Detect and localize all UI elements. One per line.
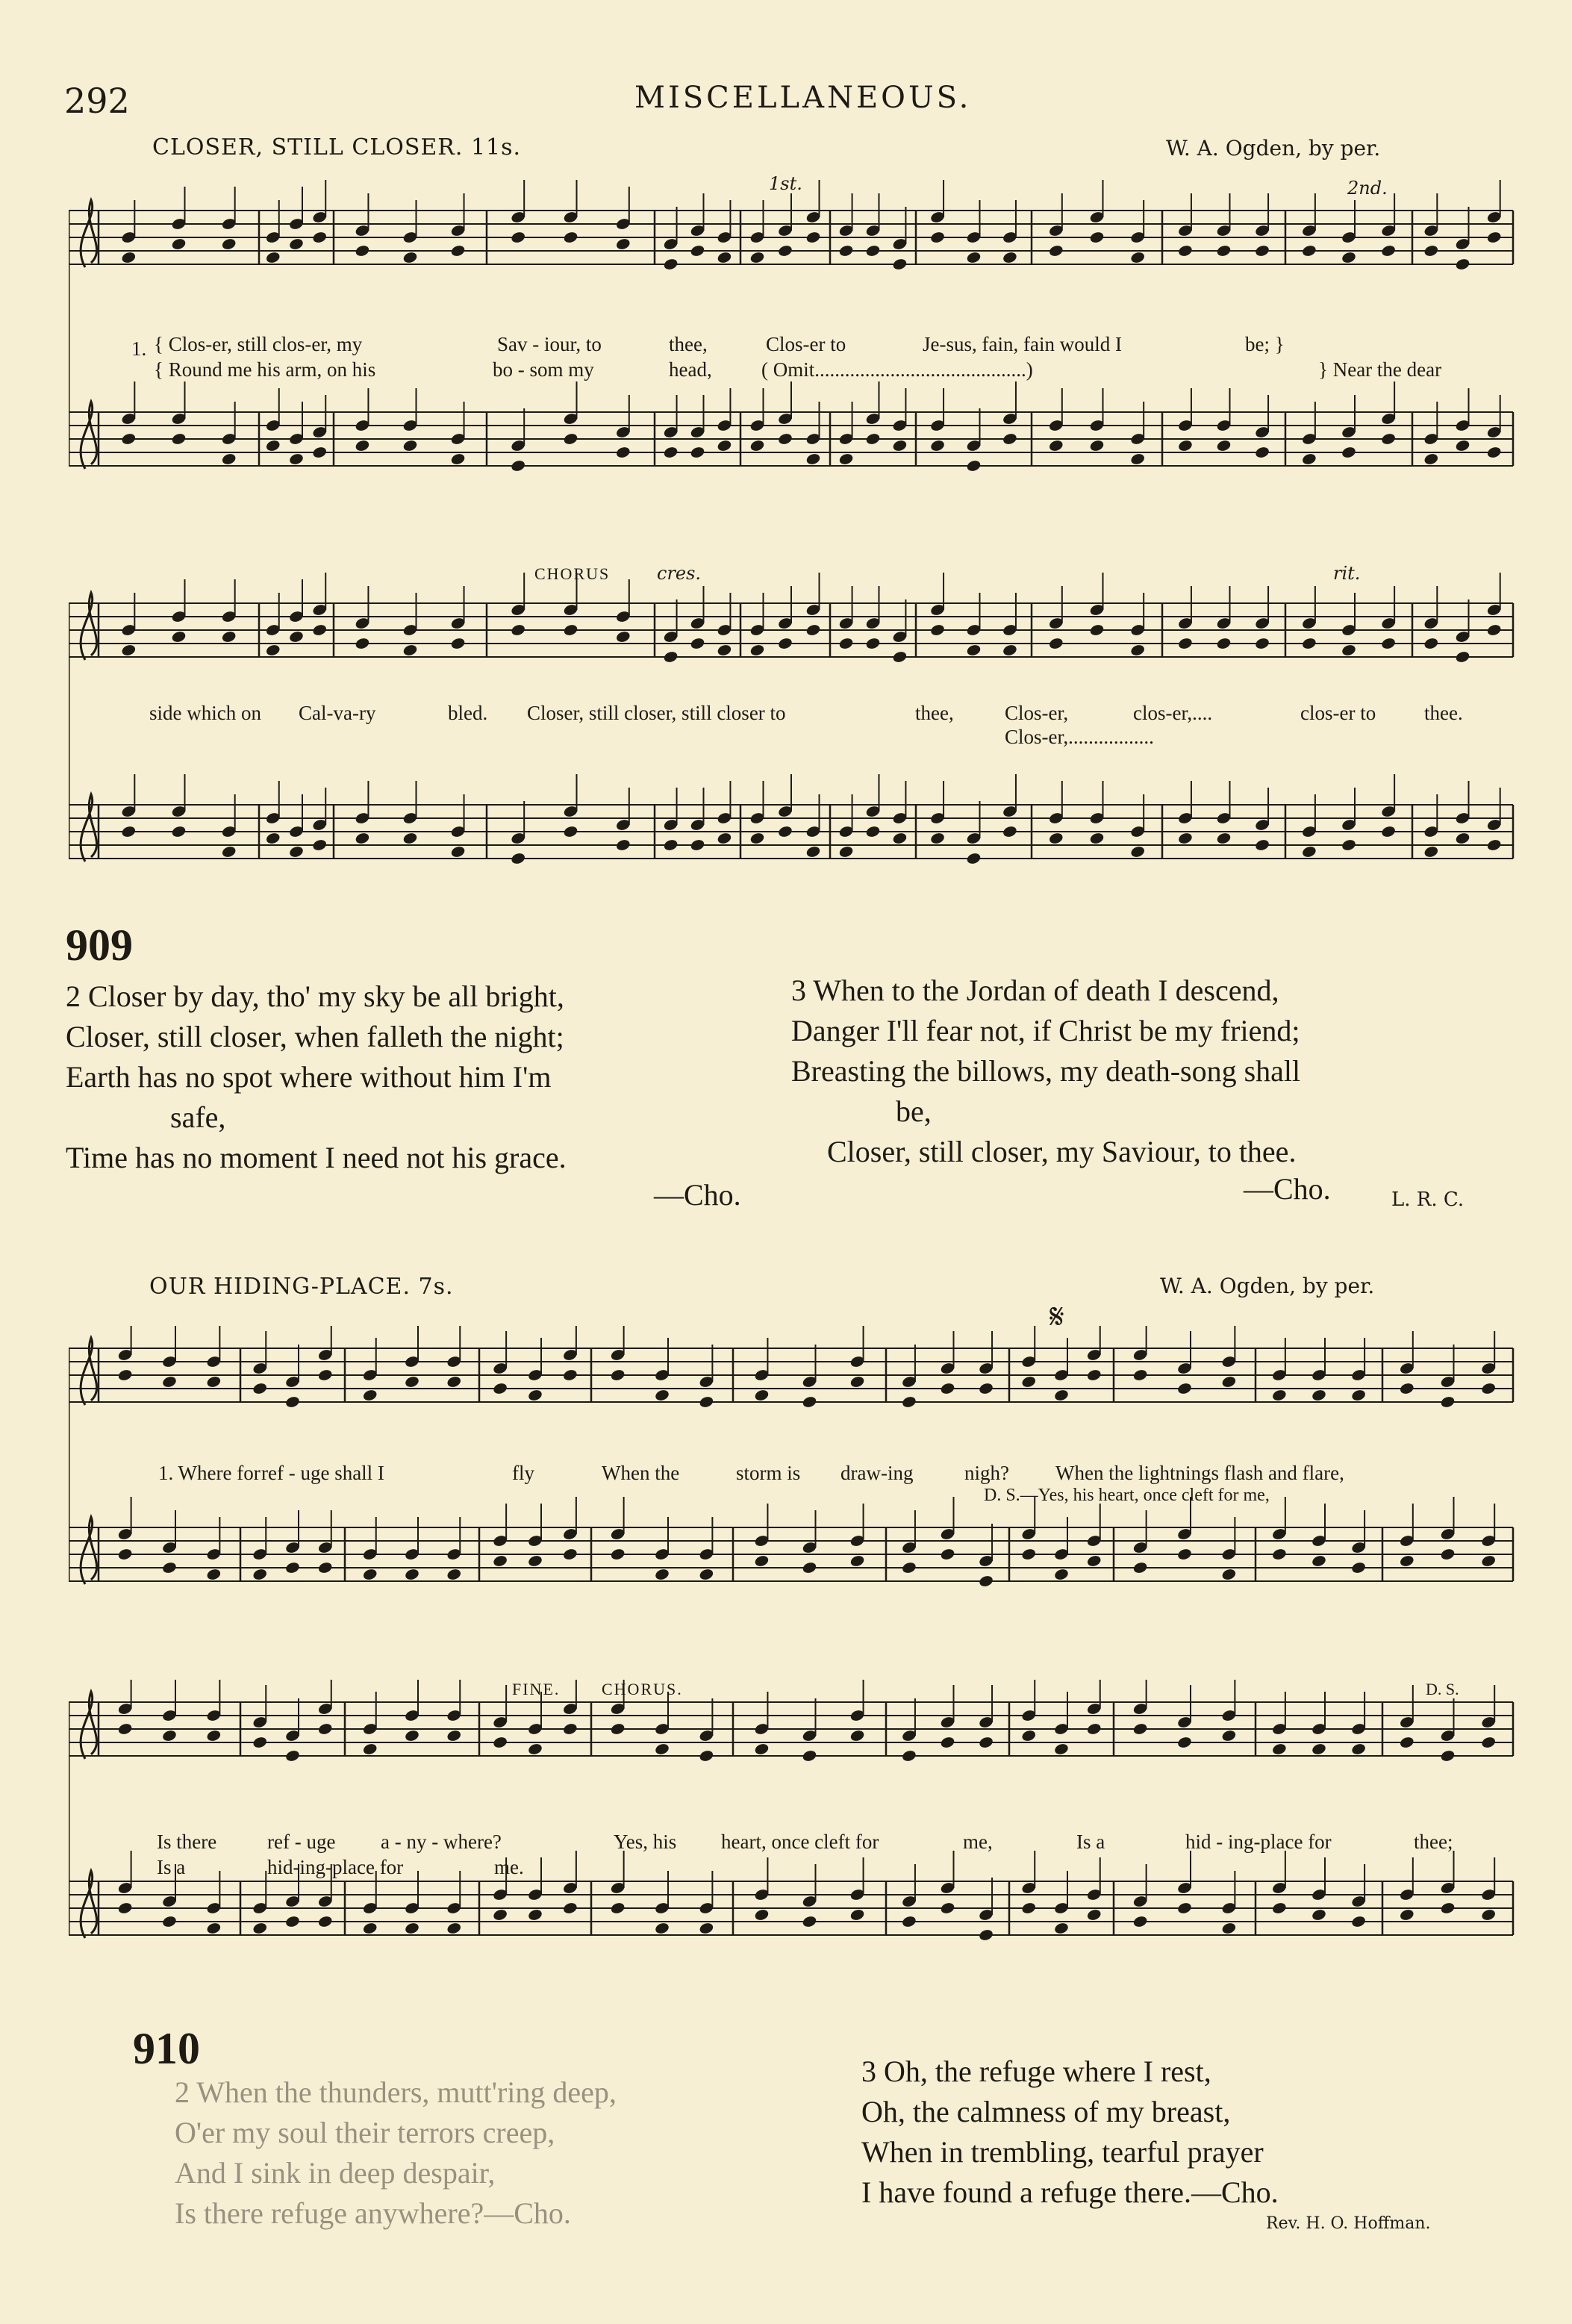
- verse-line: safe,: [170, 1100, 226, 1134]
- lyric: side which on: [149, 702, 261, 724]
- verse-number: 1.: [131, 337, 147, 360]
- verse-line: 2 Closer by day, tho' my sky be all bright,: [66, 979, 564, 1013]
- verse-line: Earth has no spot where without him I'm: [66, 1060, 552, 1094]
- dal-segno-line: D. S.—Yes, his heart, once cleft for me,: [984, 1486, 1270, 1505]
- composer-909: W. A. Ogden, by per.: [1166, 136, 1381, 161]
- verse-line: Oh, the calmness of my breast,: [861, 2095, 1231, 2128]
- chorus-label: CHORUS: [534, 564, 611, 583]
- dal-segno-marking: D. S.: [1426, 1680, 1459, 1698]
- lyric: Is a: [1076, 1831, 1105, 1853]
- lyric: bo - som my: [493, 358, 594, 381]
- verse-line: Breasting the billows, my death-song shall: [791, 1054, 1301, 1088]
- lyric: me.: [494, 1856, 524, 1878]
- crescendo-marking: cres.: [657, 563, 702, 584]
- lyric: a - ny - where?: [381, 1831, 502, 1853]
- lyric: nigh?: [964, 1462, 1009, 1484]
- verse-line: When in trembling, tearful prayer: [861, 2135, 1264, 2169]
- segno-icon: 𝄋: [1049, 1296, 1064, 1336]
- author-initials: L. R. C.: [1391, 1189, 1465, 1211]
- lyric: 1. Where for: [158, 1462, 261, 1484]
- lyric: ref - uge: [267, 1831, 336, 1853]
- lyric: hid-ing-place for: [267, 1856, 404, 1878]
- ritardando-marking: rit.: [1333, 563, 1361, 584]
- lyric: ref - uge shall I: [261, 1462, 384, 1484]
- lyric: Closer, still closer, still closer to: [527, 702, 786, 724]
- verse-line: Closer, still closer, when falleth the night;: [66, 1020, 564, 1053]
- lyric: { Round me his arm, on his: [154, 358, 376, 381]
- music-system-909-2: [69, 566, 1517, 909]
- author-credit: Rev. H. O. Hoffman.: [1266, 2214, 1431, 2233]
- first-ending-label: 1st.: [769, 173, 802, 194]
- lyric: storm is: [736, 1462, 801, 1484]
- lyric: hid - ing-place for: [1185, 1831, 1332, 1853]
- lyric: Je-sus, fain, fain would I: [923, 333, 1122, 355]
- tune-title-910: OUR HIDING-PLACE. 7s.: [149, 1274, 454, 1300]
- lyric: thee,: [915, 702, 954, 724]
- lyric: clos-er to: [1300, 702, 1376, 724]
- lyric: thee;: [1414, 1831, 1453, 1853]
- verse-line: Danger I'll fear not, if Christ be my friend;: [791, 1014, 1300, 1047]
- chorus-ref: —Cho.: [1244, 1172, 1331, 1206]
- chorus-ref: —Cho.: [654, 1178, 741, 1212]
- lyric: thee.: [1424, 702, 1463, 724]
- lyric: heart, once cleft for: [721, 1831, 879, 1853]
- lyric: clos-er,....: [1133, 702, 1213, 724]
- lyric: me,: [963, 1831, 993, 1853]
- second-ending-label: 2nd.: [1347, 178, 1388, 199]
- verse-line: Time has no moment I need not his grace.: [66, 1141, 567, 1174]
- lyric: Is there: [157, 1831, 217, 1853]
- lyric: When the: [602, 1462, 680, 1484]
- fine-marking: FINE.: [512, 1680, 561, 1698]
- hymn-number: 909: [66, 920, 133, 970]
- lyric: Yes, his: [614, 1831, 677, 1853]
- chorus-label-910: CHORUS.: [602, 1680, 683, 1698]
- page-number: 292: [64, 81, 130, 121]
- verse-line: 2 When the thunders, mutt'ring deep,: [175, 2075, 617, 2109]
- lyric: head,: [669, 358, 712, 381]
- tune-title-909: CLOSER, STILL CLOSER. 11s.: [152, 134, 522, 161]
- verse-line: be,: [896, 1094, 932, 1128]
- lyric: Clos-er,: [1005, 702, 1069, 724]
- verse-line: I have found a refuge there.—Cho.: [861, 2175, 1279, 2209]
- verse-line: Closer, still closer, my Saviour, to thee.: [827, 1135, 1297, 1168]
- verse-line: O'er my soul their terrors creep,: [175, 2116, 555, 2149]
- lyric: ( Omit..........................................): [761, 358, 1033, 381]
- lyric: Clos-er to: [766, 333, 846, 355]
- verse-line: 3 Oh, the refuge where I rest,: [861, 2054, 1211, 2088]
- verse-line: And I sink in deep despair,: [175, 2156, 496, 2190]
- lyric: Cal-va-ry: [299, 702, 376, 724]
- lyric: Sav - iour, to: [497, 333, 602, 355]
- lyric: draw-ing: [840, 1462, 914, 1484]
- lyric: be; }: [1245, 333, 1285, 355]
- lyric: thee,: [669, 333, 708, 355]
- hymn-number: 910: [133, 2024, 200, 2073]
- lyric: Clos-er,.................: [1005, 726, 1154, 748]
- lyric: When the lightnings flash and flare,: [1055, 1462, 1344, 1484]
- composer-910: W. A. Ogden, by per.: [1160, 1274, 1375, 1298]
- lyric: bled.: [448, 702, 488, 724]
- verse-line: Is there refuge anywhere?—Cho.: [175, 2196, 571, 2230]
- lyric: { Clos-er, still clos-er, my: [154, 333, 363, 355]
- verse-line: 3 When to the Jordan of death I descend,: [791, 973, 1279, 1007]
- lyric: Is a: [157, 1856, 186, 1878]
- lyric: } Near the dear: [1318, 358, 1442, 381]
- section-heading: MISCELLANEOUS.: [634, 81, 972, 115]
- lyric: fly: [512, 1462, 534, 1484]
